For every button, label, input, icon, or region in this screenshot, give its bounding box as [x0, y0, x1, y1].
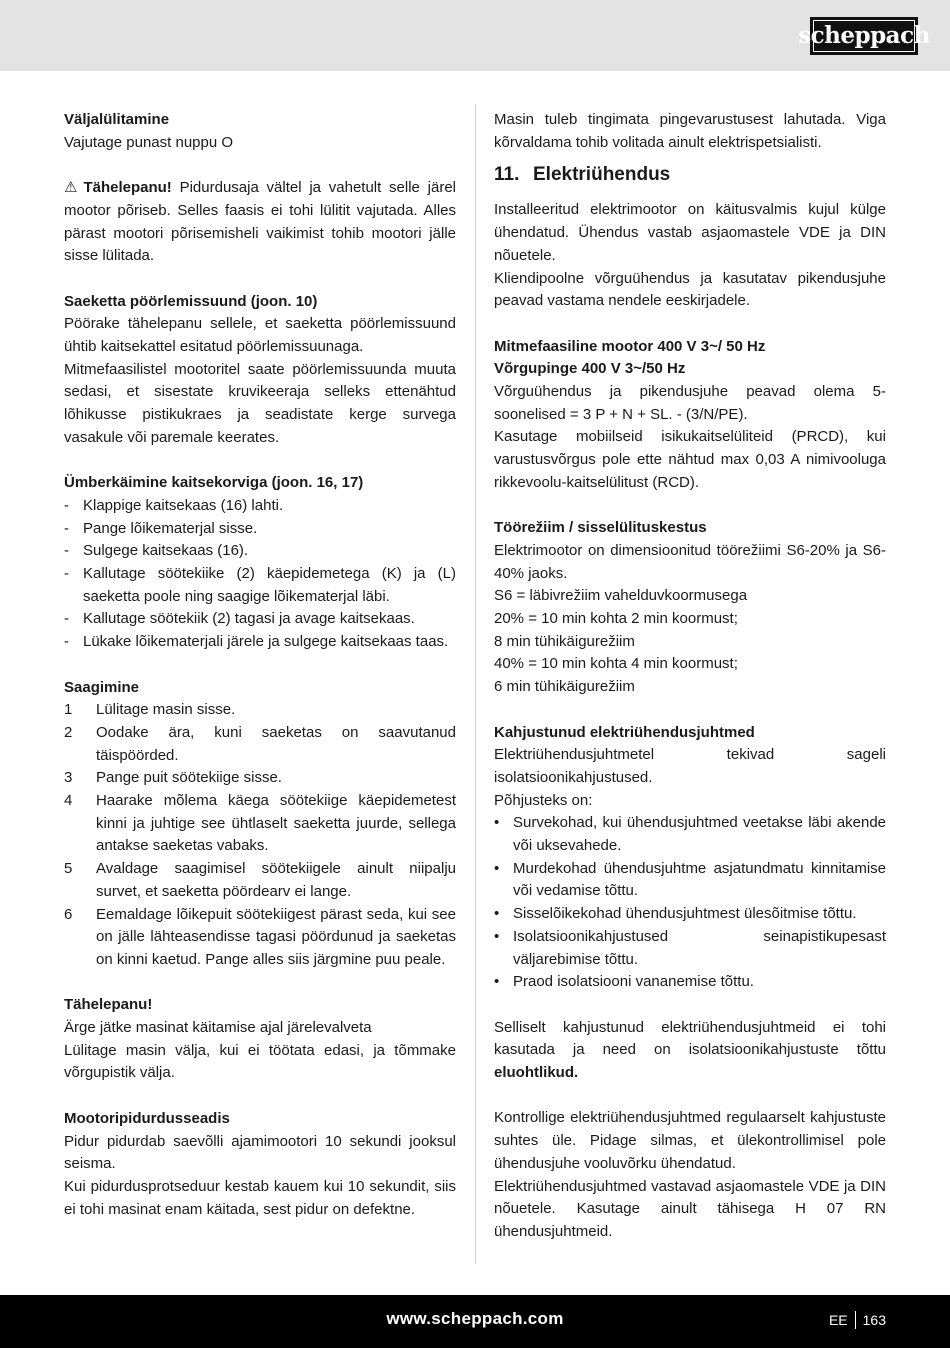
damage-reasons: Põhjusteks on:	[494, 791, 593, 809]
damage-list	[494, 812, 886, 994]
mode-line: 20% = 10 min kohta 2 min koormust;	[494, 610, 738, 628]
check-text-2: Elektriühendusjuhtmed vastavad asjaomastele VDE ja DIN nõuetele. Kasutage ainult tähisega H 07 RN ühendusjuhtmeid.	[494, 1177, 886, 1240]
list-item: - Klappige kaitsekaas (16) lahti.	[64, 496, 284, 514]
list-item: 4 Haarake mõlema käega söötekiige käepidemetest kinni ja juhtige see ühtlaselt saeketta juurde, sellega antakse saeketas vabaks.	[64, 792, 456, 855]
list-item: - Kallutage söötekiik (2) tagasi ja avage kaitsekaas.	[64, 610, 415, 628]
motor-heading-2: Võrgupinge 400 V 3~/50 Hz	[494, 360, 686, 378]
sawing-list	[64, 699, 456, 971]
list-item: - Pange lõikematerjal sisse.	[64, 519, 258, 537]
bypass-list	[64, 495, 456, 654]
list-item: 2 Oodake ära, kuni saeketas on saavutanud täispöörded.	[64, 723, 456, 764]
column-divider	[475, 104, 476, 1264]
motor-heading-1: Mitmefaasiline mootor 400 V 3~/ 50 Hz	[494, 337, 766, 355]
mode-text: Elektrimootor on dimensioonitud töörežiimi S6-20% ja S6-40% jaoks.	[494, 541, 886, 582]
rotation-text-2: Mitmefaasilistel mootoritel saate pöörlemissuunda muuta sedasi, et sisestate kruvikeeraja selleks ettenähtud lõhikusse pistikukraes ja seadistate kerge survega vasakule või paremale keerates.	[64, 360, 456, 446]
motor-text-1: Võrguühendus ja pikendusjuhe peavad olema 5-soonelised = 3 P + N + SL. - (3/N/PE).	[494, 383, 886, 423]
warning-icon: ⚠	[64, 179, 78, 197]
footer-bar	[0, 1295, 950, 1348]
list-item: • Praod isolatsiooni vananemise tõttu.	[494, 973, 754, 991]
check-text-1: Kontrollige elektriühendusjuhtmed regulaarselt kahjustuste suhtes üle. Pidage silmas, et ülekontrollimisel pole ühendusjuhe vooluvõrku ühendatud.	[494, 1109, 886, 1172]
section-number: 11.	[494, 164, 520, 186]
use-warning-bold: eluohtlikud.	[494, 1064, 579, 1082]
list-item: 5 Avaldage saagimisel söötekiigele ainult niipalju survet, et saeketta pöördearv ei lange.	[64, 860, 456, 900]
motor-text-2: Kasutage mobiilseid isikukaitselüliteid (PRCD), kui varustusvõrgus pole ette nähtud max 0,03 A nimivooluga rikkevoolu-kaitselülitust (RCD).	[494, 428, 886, 491]
brake-text-2: Kui pidurdusprotseduur kestab kauem kui 10 sekundit, siis ei tohi masinat enam käitada, sest pidur on defektne.	[64, 1177, 456, 1218]
language-code: EE	[828, 1312, 848, 1328]
switch-off-heading: Väljalülitamine	[64, 111, 170, 128]
warning-label: Tähelepanu!	[83, 179, 172, 197]
attention-line-2: Lülitage masin välja, kui ei töötata edasi, ja tõmmake võrgupistik välja.	[64, 1041, 456, 1082]
intro-text: Masin tuleb tingimata pingevarustusest lahutada. Viga kõrvaldama tohib volitada ainult elektrispetsialisti.	[494, 111, 886, 151]
footer-separator	[855, 1311, 856, 1329]
mode-line: 8 min tühikäigurežiim	[494, 632, 635, 650]
mode-line: 40% = 10 min kohta 4 min koormust;	[494, 655, 738, 673]
mode-line: 6 min tühikäigurežiim	[494, 678, 635, 696]
list-item: 1 Lülitage masin sisse.	[64, 701, 236, 719]
sawing-heading: Saagimine	[64, 678, 140, 696]
list-item: - Kallutage söötekiike (2) käepidemetega (K) ja (L) saeketta poole ning saagige lõikematerjal läbi.	[64, 565, 456, 605]
list-item: - Sulgege kaitsekaas (16).	[64, 542, 249, 560]
page-number: 163	[862, 1312, 886, 1328]
section-title-text: Elektriühendus	[533, 164, 671, 186]
use-warning-text: Selliselt kahjustunud elektriühendusjuhtmeid ei tohi kasutada ja need on isolatsioonikahjustuste tõttu eluohtlikud.	[494, 1018, 886, 1082]
list-item: 3 Pange puit söötekiige sisse.	[64, 769, 282, 787]
brake-heading: Mootoripidurdusseadis	[64, 1109, 230, 1127]
warning-paragraph	[64, 177, 456, 268]
page-indicator	[829, 1309, 886, 1332]
warning-text: Pidurdusaja vältel ja vahetult selle järel mootor põriseb. Selles faasis ei tohi lülitit vajutada. Alles pärast mootori põrisemisheli vaikimist tohib mootori jälle sisse lülitada.	[64, 179, 456, 265]
install-text-1: Installeeritud elektrimootor on käitusvalmis kujul külge ühendatud. Ühendus vastab asjaomastele VDE ja DIN nõuetele.	[494, 201, 886, 264]
install-text-2: Kliendipoolne võrguühendus ja kasutatav pikendusjuhe peavad vastama nendele eeskirjadele.	[494, 269, 886, 310]
rotation-heading: Saeketta pöörlemissuund (joon. 10)	[64, 292, 318, 310]
list-item: • Sisselõikekohad ühendusjuhtmest ülesõitmise tõttu.	[494, 905, 857, 923]
switch-off-text: Vajutage punast nuppu O	[64, 133, 234, 151]
mode-line: S6 = läbivrežiim vahelduvkoormusega	[494, 587, 748, 605]
bypass-heading: Ümberkäimine kaitsekorviga (joon. 16, 17)	[64, 474, 364, 492]
list-item: • Isolatsioonikahjustused seinapistikupesast väljarebimise tõttu.	[494, 927, 886, 968]
damage-heading: Kahjustunud elektriühendusjuhtmed	[494, 723, 755, 741]
list-item: • Survekohad, kui ühendusjuhtmed veetakse läbi akende või uksevahede.	[494, 814, 886, 855]
footer-url[interactable]: www.scheppach.com	[386, 1309, 564, 1328]
list-item: 6 Eemaldage lõikepuit söötekiigest pärast seda, kui see on jälle lähteasendisse tagasi pöördunud ja saeketas on kinni kaetud. Pange alles siis järgmine puu peale.	[64, 905, 456, 968]
list-item: - Lükake lõikematerjali järele ja sulgege kaitsekaas taas.	[64, 633, 449, 651]
attention-line-1: Ärge jätke masinat käitamise ajal järelevalveta	[64, 1019, 372, 1037]
right-column	[494, 109, 886, 1244]
mode-heading: Töörežiim / sisselülituskestus	[494, 519, 707, 537]
brand-logo: scheppach	[810, 17, 918, 55]
damage-text: Elektriühendusjuhtmetel tekivad sageli isolatsioonikahjustused.	[494, 746, 886, 786]
attention-heading: Tähelepanu!	[64, 996, 153, 1014]
list-item: • Murdekohad ühendusjuhtme asjatundmatu kinnitamise või vedamise tõttu.	[494, 859, 886, 900]
section-title	[494, 164, 886, 186]
brake-text-1: Pidur pidurdab saevõlli ajamimootori 10 sekundi jooksul seisma.	[64, 1132, 456, 1173]
left-column	[64, 109, 456, 1221]
rotation-text-1: Pöörake tähelepanu sellele, et saeketta pöörlemissuund ühtib kaitsekattel esitatud pöörlemissuunaga.	[64, 315, 456, 355]
